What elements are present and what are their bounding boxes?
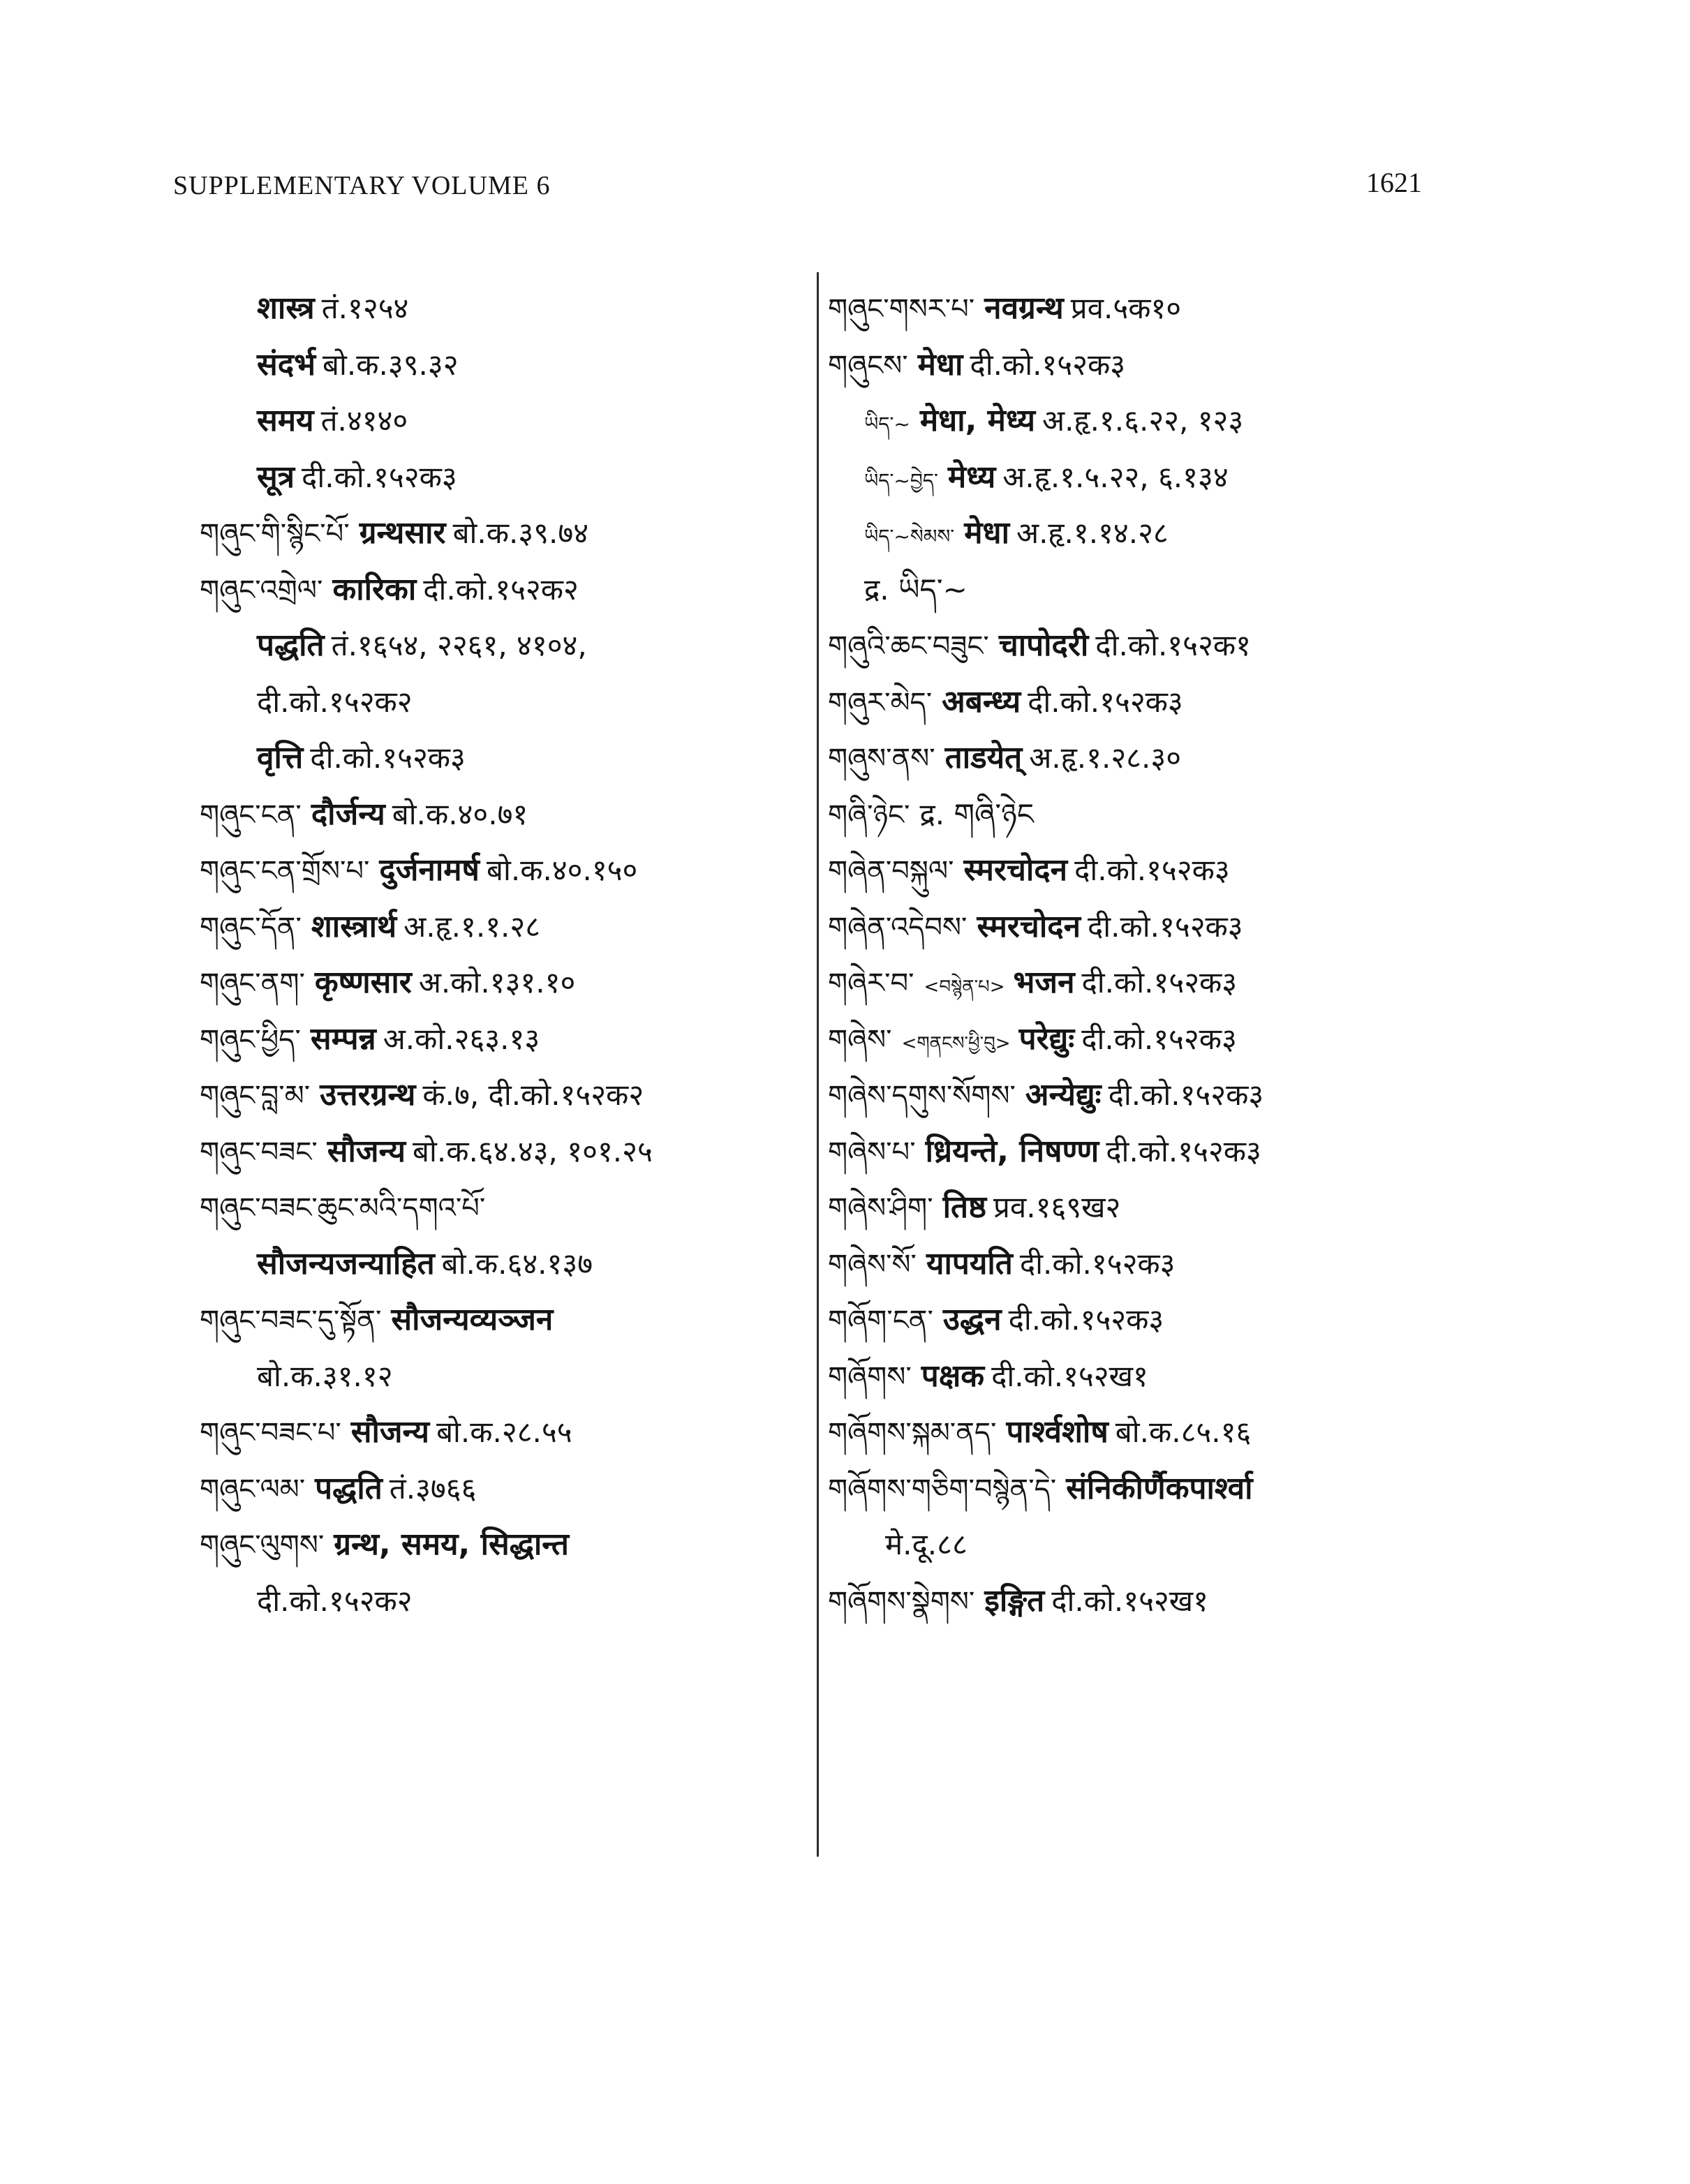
tibetan-headword: གཞུང་ཕྱིད་: [200, 1023, 301, 1056]
sanskrit-equivalent: यापयति: [926, 1245, 1013, 1282]
tibetan-headword: གཞུང་བཟང་དུ་སྟོན་: [200, 1305, 382, 1337]
dictionary-entry: [200, 899, 814, 956]
dictionary-entry: [200, 393, 814, 450]
dictionary-entry: [200, 1236, 814, 1293]
gloss-note: <བསྙེན་པ>: [924, 976, 1005, 997]
dictionary-entry: [828, 787, 1428, 843]
tibetan-headword: གཞུང་ནག་: [200, 967, 305, 1000]
dictionary-entry: [200, 562, 814, 618]
dictionary-entry: [200, 505, 814, 562]
dictionary-entry: [828, 618, 1428, 674]
left-column: [200, 281, 814, 1629]
dictionary-entry: [828, 1461, 1428, 1517]
sanskrit-equivalent: सौजन्य: [327, 1133, 406, 1169]
sanskrit-equivalent: चापोदरी: [998, 627, 1089, 663]
source-reference: अ.हृ.१.२८.३०: [1029, 741, 1182, 775]
dictionary-entry: [828, 505, 1428, 562]
source-reference: दी.को.१५२क२: [257, 684, 413, 719]
tibetan-headword: གཞེན་བསྐུལ་: [828, 855, 954, 887]
sanskrit-equivalent: शास्त्रार्थ: [311, 908, 397, 944]
sanskrit-equivalent: पक्षक: [921, 1358, 985, 1394]
tibetan-headword: གཞེས་པ་: [828, 1136, 916, 1168]
tibetan-headword: གཞོག་ངན་: [828, 1305, 933, 1337]
dictionary-entry: [828, 1124, 1428, 1180]
tibetan-headword: གཞུང་བཟང་པ་: [200, 1417, 341, 1449]
tibetan-headword: ཡིད་~: [864, 413, 910, 436]
sanskrit-equivalent: ताडयेत्: [944, 740, 1023, 775]
dictionary-entry: [200, 618, 814, 674]
source-reference: प्रव.१६९ख२: [993, 1190, 1121, 1224]
dictionary-entry: [828, 1573, 1428, 1630]
sanskrit-equivalent: नवग्रन्थ: [984, 290, 1064, 326]
dictionary-entry: [200, 1180, 814, 1236]
tibetan-headword: གཞུས་ནས་: [828, 743, 935, 775]
dictionary-entry: [828, 899, 1428, 956]
source-reference: तं.४१४०: [320, 403, 408, 438]
sanskrit-equivalent: दौर्जन्य: [311, 796, 385, 832]
source-reference: दी.को.१५२क३: [1106, 1134, 1261, 1168]
dictionary-entry: [828, 450, 1428, 506]
dictionary-entry: [200, 955, 814, 1011]
dictionary-entry: [200, 674, 814, 731]
source-reference: अ.हृ.१.५.२२, ६.१३४: [1002, 459, 1229, 494]
tibetan-headword: གཞུང་བླ་མ་: [200, 1080, 311, 1112]
running-head: SUPPLEMENTARY VOLUME 6: [173, 171, 551, 200]
sanskrit-equivalent: भजन: [1013, 965, 1075, 1000]
source-reference: दी.को.१५२ख१: [1051, 1583, 1208, 1618]
sanskrit-equivalent: मेधा: [964, 515, 1009, 551]
tibetan-headword: གཞེར་བ་: [828, 967, 914, 1000]
tibetan-headword: གཞུང་གསར་པ་: [828, 293, 975, 325]
source-reference: दी.को.१५२क३: [310, 741, 466, 775]
dictionary-entry: [200, 1011, 814, 1068]
sanskrit-equivalent: पद्धति: [257, 627, 325, 663]
dictionary-entry: [828, 393, 1428, 450]
source-reference: अ.हृ.१.१४.२८: [1016, 516, 1169, 550]
dictionary-entry: [200, 1404, 814, 1461]
sanskrit-equivalent: कारिका: [332, 571, 417, 607]
sanskrit-equivalent: उद्धन: [942, 1302, 1002, 1337]
sanskrit-equivalent: अबन्ध्य: [942, 683, 1021, 720]
page-number: 1621: [1366, 167, 1422, 198]
source-reference: बो.क.४०.७१: [392, 796, 528, 831]
tibetan-headword: གཞུང་བཟང་ཆུང་མའི་དགའ་པོ་: [200, 1192, 486, 1224]
sanskrit-equivalent: मेधा: [917, 346, 963, 382]
sanskrit-equivalent: सौजन्य: [350, 1414, 430, 1450]
source-reference: दी.को.१५२क३: [1081, 1021, 1237, 1056]
dictionary-entry: [828, 1349, 1428, 1405]
source-reference: दी.को.१५२क३: [1081, 965, 1238, 1000]
gloss-note: <གནངས་ཕྱི་བུ>: [901, 1032, 1011, 1054]
dictionary-entry: [828, 1404, 1428, 1461]
tibetan-headword: ཡིད་~བྱེད་: [864, 468, 938, 492]
tibetan-headword: གཞུང་ལམ་: [200, 1473, 306, 1506]
tibetan-headword: གཞེས་ཤིག་: [828, 1192, 933, 1224]
source-reference: बो.क.३९.७४: [452, 516, 589, 550]
sanskrit-equivalent: संनिकीर्णैकपार्श्वा: [1066, 1470, 1253, 1506]
dictionary-entry: [828, 674, 1428, 731]
dictionary-entry: [828, 1517, 1428, 1573]
dictionary-entry: [200, 450, 814, 506]
dictionary-entry: [200, 787, 814, 843]
sanskrit-equivalent: सूत्र: [257, 459, 295, 495]
source-reference: दी.को.१५२क३: [1108, 1078, 1264, 1112]
tibetan-headword: གཞུངས་: [828, 349, 908, 382]
source-reference: प्रव.५क१०: [1070, 291, 1182, 325]
sanskrit-equivalent: वृत्ति: [257, 740, 304, 775]
source-reference: दी.को.१५२क३: [1088, 909, 1243, 944]
tibetan-headword: གཞུང་འགྲེལ་: [200, 574, 323, 607]
source-reference: दी.को.१५२क३: [1028, 684, 1183, 719]
dictionary-entry: [828, 1292, 1428, 1349]
dictionary-entry: [828, 1180, 1428, 1236]
dictionary-entry: [200, 1349, 814, 1405]
source-reference: दी.को.१५२क३: [970, 347, 1126, 382]
source-reference: दी.को.१५२क३: [1019, 1246, 1176, 1281]
dictionary-entry: [828, 1067, 1428, 1124]
tibetan-headword: གཞུང་གི་སྙིང་པོ་: [200, 518, 350, 550]
tibetan-headword: གཞོགས་གཅིག་བསྙེན་དེ་: [828, 1473, 1057, 1506]
tibetan-headword: གཞོགས་སྣེགས་: [828, 1585, 975, 1618]
tibetan-headword: གཞོགས་: [828, 1360, 912, 1393]
tibetan-headword: གཞུང་ལུགས་: [200, 1529, 325, 1561]
source-reference: बो.क.८५.१६: [1115, 1415, 1252, 1449]
sanskrit-equivalent: समय: [257, 403, 314, 438]
dictionary-entry: [828, 1011, 1428, 1068]
tibetan-headword: གཞེས་: [828, 1023, 892, 1056]
tibetan-headword: གཞུང་དོན་: [200, 911, 302, 944]
sanskrit-equivalent: ध्रियन्ते, निषण्ण: [925, 1133, 1099, 1169]
tibetan-headword: གཞེན་འདེབས་: [828, 911, 968, 944]
tibetan-headword: གཞུའི་ཆང་བཟུང་: [828, 630, 989, 662]
dictionary-entry: [200, 1124, 814, 1180]
tibetan-headword: གཞེས་སོ་: [828, 1248, 917, 1281]
sanskrit-equivalent: मेध्य: [947, 459, 996, 495]
sanskrit-equivalent: ग्रन्थ, समय, सिद्धान्त: [334, 1526, 569, 1562]
tibetan-headword: གཞི་ཉེང་: [828, 798, 910, 831]
source-reference: मे.दू.८८: [885, 1527, 968, 1561]
sanskrit-equivalent: सौजन्यजन्याहित: [257, 1245, 435, 1282]
sanskrit-equivalent: तिष्ठ: [942, 1189, 987, 1225]
dictionary-entry: [828, 955, 1428, 1011]
dictionary-entry: [200, 1067, 814, 1124]
source-reference: तं.१६५४, २२६१, ४१०४,: [331, 628, 587, 662]
dictionary-entry: [200, 1461, 814, 1517]
source-reference: अ.हृ.१.१.२८: [403, 909, 541, 944]
dictionary-entry: [200, 730, 814, 787]
sanskrit-equivalent: स्मरचोदन: [977, 908, 1081, 944]
tibetan-headword: གཞུང་ངན་: [200, 798, 302, 831]
source-reference: बो.क.६४.४३, १०१.२५: [413, 1134, 653, 1168]
dictionary-entry: [828, 337, 1428, 394]
sanskrit-equivalent: मेधा, मेध्य: [919, 403, 1036, 438]
source-reference: कं.७, दी.को.१५२क२: [422, 1078, 644, 1112]
sanskrit-equivalent: पार्श्वशोष: [1006, 1414, 1109, 1450]
dictionary-entry: [200, 281, 814, 337]
sanskrit-equivalent: इङ्गित: [984, 1582, 1045, 1619]
source-reference: दी.को.१५२क२: [257, 1583, 413, 1618]
tibetan-headword: གཞུང་བཟང་: [200, 1136, 318, 1168]
source-reference: बो.क.३९.३२: [323, 347, 459, 382]
column-divider: [817, 272, 819, 1857]
sanskrit-equivalent: परेद्युः: [1018, 1020, 1075, 1057]
sanskrit-equivalent: पद्धति: [315, 1470, 383, 1506]
right-column: [828, 281, 1428, 1629]
sanskrit-equivalent: कृष्णसार: [314, 965, 412, 1000]
sanskrit-equivalent: सम्पन्न: [310, 1020, 376, 1057]
sanskrit-equivalent: सौजन्यव्यञ्जन: [391, 1302, 554, 1337]
dictionary-entry: [200, 842, 814, 899]
dictionary-entry: [828, 562, 1428, 618]
dictionary-entry: [828, 730, 1428, 787]
tibetan-headword: གཞོགས་སྐམ་ནད་: [828, 1417, 997, 1449]
tibetan-headword: གཞེས་དགུས་སོགས་: [828, 1080, 1016, 1112]
source-reference: अ.को.२६३.१३: [383, 1021, 540, 1056]
source-reference: अ.हृ.१.६.२२, १२३: [1042, 403, 1244, 438]
source-reference: दी.को.१५२क१: [1095, 628, 1251, 662]
source-reference: दी.को.१५२क३: [1074, 853, 1230, 887]
source-reference: अ.को.१३१.१०: [418, 965, 576, 1000]
sanskrit-equivalent: ग्रन्थसार: [359, 515, 446, 551]
source-reference: दी.को.१५२ख१: [991, 1358, 1148, 1393]
source-reference: तं.३७६६: [389, 1471, 477, 1506]
dictionary-entry: [828, 842, 1428, 899]
dictionary-entry: [200, 1292, 814, 1349]
tibetan-headword: གཞུང་ངན་གྲོས་པ་: [200, 855, 370, 887]
dictionary-entry: [200, 1573, 814, 1630]
source-reference: तं.१२५४: [321, 291, 409, 325]
dictionary-entry: [828, 1236, 1428, 1293]
source-reference: द्र. གཞི་ཉེང: [919, 796, 1034, 831]
tibetan-headword: གཞུར་མེད་: [828, 686, 933, 719]
source-reference: द्र. ཡིད་~: [864, 572, 968, 607]
dictionary-entry: [200, 1517, 814, 1573]
sanskrit-equivalent: संदर्भ: [257, 346, 316, 382]
sanskrit-equivalent: दुर्जनामर्ष: [379, 852, 480, 888]
source-reference: दी.को.१५२क३: [302, 459, 457, 494]
source-reference: बो.क.४०.१५०: [486, 853, 638, 887]
source-reference: बो.क.६४.१३७: [441, 1246, 593, 1281]
dictionary-entry: [828, 281, 1428, 337]
tibetan-headword: ཡིད་~སེམས་: [864, 525, 955, 548]
source-reference: दी.को.१५२क२: [423, 572, 579, 607]
sanskrit-equivalent: अन्येद्युः: [1025, 1077, 1102, 1113]
sanskrit-equivalent: उत्तरग्रन्थ: [320, 1077, 416, 1113]
source-reference: बो.क.३१.१२: [257, 1358, 393, 1393]
source-reference: दी.को.१५२क३: [1008, 1302, 1164, 1337]
source-reference: बो.क.२८.५५: [436, 1415, 572, 1449]
sanskrit-equivalent: शास्त्र: [257, 290, 315, 326]
dictionary-entry: [200, 337, 814, 394]
sanskrit-equivalent: स्मरचोदन: [963, 852, 1068, 888]
